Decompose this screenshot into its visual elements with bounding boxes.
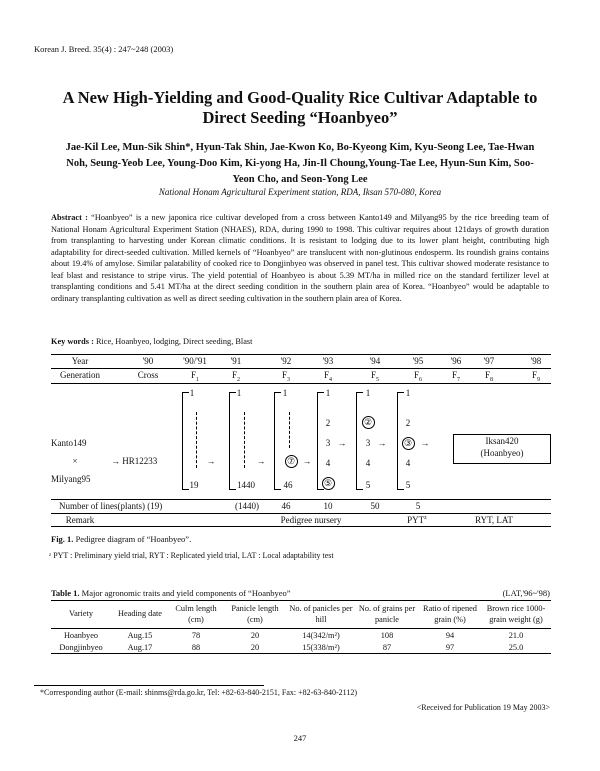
line-number: 1 [405, 388, 411, 398]
line-number: 2 [405, 418, 411, 428]
column-header: No. of panicles per hill [289, 604, 353, 624]
year-cell: '98 [530, 356, 542, 366]
cross-symbol: × [72, 456, 78, 466]
author-list: Jae-Kil Lee, Mun-Sik Shin*, Hyun-Tak Shin, Jae-Kwon Ko, Bo-Kyeong Kim, Kyu-Seong Lee, Tae-Hwan Noh, Seung-Yeob Lee, Young-Doo Kim, Ki-yong Ha, Jin-Il Choung,Young-Tae Lee, Hyun-Sun Kim, Soo-Yeon Cho, and Seon-Yong Lee [65, 142, 535, 185]
line-number: 3 [325, 438, 331, 448]
bracket [229, 392, 236, 490]
column-header: Panicle length (cm) [231, 604, 279, 624]
generation-cell: $F_1$ [190, 370, 199, 383]
pedigree-diagram [51, 354, 551, 526]
arrow: → [206, 456, 216, 466]
table-cell: 15(338/m²) [302, 642, 340, 652]
remark-nursery: Pedigree nursery [280, 515, 342, 525]
year-cell: '90 [142, 356, 154, 366]
page-number: 247 [293, 733, 307, 743]
received-date: <Received for Publication 19 May 2003> [416, 703, 550, 712]
table-cell: 108 [380, 630, 394, 640]
table-cell: 97 [445, 642, 455, 652]
year-cell: '91 [230, 356, 242, 366]
line-number: 4 [325, 458, 331, 468]
selected-line: ⑦ [282, 455, 300, 468]
dash-line [244, 412, 251, 468]
table-cell: 21.0 [508, 630, 524, 640]
corresponding-author-note: *Corresponding author (E-mail: shinms@rda.go.kr, Tel: +82-63-840-2151, Fax: +82-63-840-2112) [40, 688, 358, 697]
generation-cell: $F_3$ [281, 370, 290, 383]
paper-title: A New High-Yielding and Good-Quality Rice Cultivar Adaptable to Direct Seeding “Hoanbyeo” [62, 88, 538, 127]
abstract-text: “Hoanbyeo” is a new japonica rice cultivar developed from a cross between Kanto149 and Milyang95 by the rice breeding team of National Honam Agricultural Experiment Station (NHAES), RDA, during 1990 to 1998. This cultivar requires about 121days of growth duration from transplanting to harvesting under Korean climatic conditions. It is resistant to lodging due to its lower plant height, contributing high adaptability for direct-seeded cultivation. Milled kernels of “Hoanbyeo” are translucent with non-glutinous endosperm. Its roundish grains contains about 19.4% of amylose. Similar palatability of cooked rice to Dongjinbyeo was observed in panel test. This cultivar showed moderate resistance to leaf blast and resistance to stripe virus. The yield potential of Hoanbyeo is about 5.39 MT/ha in milled rice on the standard fertilizer level at transplanting conditions and 5.41 MT/ha at the direct seeding condition in the southern plain area of Korea. “Hoanbyeo” would be adaptable to ordinary transplanting cultivation as well as direct seeding cultivation in the southern plain area of Korea. [51, 213, 549, 303]
lines-value: 50 [370, 501, 380, 511]
table-cell: 88 [191, 642, 201, 652]
table-caption: Table 1. Major agronomic traits and yield components of “Hoanbyeo” [51, 588, 291, 598]
abstract-label: Abstract : [51, 213, 88, 222]
line-number: 2 [325, 418, 331, 428]
line-number: 1 [365, 388, 371, 398]
table-row [51, 641, 551, 654]
final-cultivar-alias: (Hoanbyeo) [480, 448, 524, 458]
keywords-label: Key words : [51, 337, 94, 346]
lines-value: (1440) [235, 501, 259, 511]
affiliation: National Honam Agricultural Experiment station, RDA, Iksan 570-080, Korea [158, 187, 442, 197]
line-number: 5 [365, 480, 371, 490]
rule [51, 383, 551, 384]
arrow: → [302, 456, 312, 466]
line-number: 4 [405, 458, 411, 468]
table-cell: Hoanbyeo [63, 630, 99, 640]
generation-cell: $F_8$ [484, 370, 493, 383]
dash-line [289, 412, 296, 448]
bracket [182, 392, 189, 490]
generation-cell: $F_2$ [231, 370, 240, 383]
keywords [51, 337, 252, 346]
line-number: 5 [405, 480, 411, 490]
year-label: Year [71, 356, 89, 366]
rule-bottom [51, 526, 551, 527]
footnote-rule [34, 685, 264, 686]
column-header: No. of grains per panicle [358, 604, 416, 624]
hr-cross-number: → HR12233 [111, 456, 158, 466]
keywords-text: Rice, Hoanbyeo, lodging, Direct seeding, Blast [95, 337, 253, 346]
selected-line: ③ [400, 437, 416, 450]
line-number: 1440 [237, 480, 255, 490]
figure-note: ᶻ PYT : Preliminary yield trial, RYT : Replicated yield trial, LAT : Local adaptability test [49, 551, 334, 560]
line-number: 3 [365, 438, 371, 448]
year-cell: '92 [280, 356, 292, 366]
table-header-row [51, 601, 551, 629]
generation-cell: $F_5$ [370, 370, 379, 383]
lines-label: Number of lines(plants) (19) [59, 501, 163, 511]
remark-pyt: PYT$^z$ [407, 515, 427, 525]
generation-cell: $F_9$ [531, 370, 540, 383]
generation-cell: $F_7$ [451, 370, 460, 383]
table-range: (LAT,'96~'98) [502, 588, 550, 598]
arrow: → [377, 438, 387, 448]
rule-top [51, 354, 551, 355]
final-cultivar-box [453, 434, 551, 464]
line-number: 1 [189, 388, 195, 398]
column-header: Variety [69, 609, 93, 619]
arrow: → [337, 438, 347, 448]
generation-cell: $F_4$ [323, 370, 332, 383]
table-cell: 94 [445, 630, 455, 640]
table-cell: 78 [191, 630, 201, 640]
column-header: Brown rice 1000-grain weight (g) [486, 604, 546, 624]
selected-line: ② [360, 416, 376, 429]
column-header: Ratio of ripened grain (%) [423, 604, 477, 624]
line-number: 19 [189, 480, 199, 490]
generation-cell: $F_6$ [413, 370, 422, 383]
table-cell: 20 [250, 630, 260, 640]
table-cell: Dongjinbyeo [59, 642, 103, 652]
column-header: Culm length (cm) [175, 604, 217, 624]
table-cell: 25.0 [508, 642, 524, 652]
arrow: → [420, 438, 430, 448]
line-number: 1 [236, 388, 242, 398]
table-cell: Aug.15 [127, 630, 153, 640]
table-cell: 87 [382, 642, 392, 652]
lines-value: 5 [415, 501, 421, 511]
lines-value: 10 [323, 501, 333, 511]
abstract [51, 212, 549, 304]
year-cell: '93 [322, 356, 334, 366]
rule [51, 499, 551, 500]
figure-caption: Fig. 1. Pedigree diagram of “Hoanbyeo”. [51, 534, 192, 544]
remark-ryt: RYT, LAT [475, 515, 513, 525]
table-row [51, 629, 551, 642]
column-header: Heading date [117, 609, 162, 619]
parent-kanto149: Kanto149 [51, 438, 87, 448]
year-cell: '95 [412, 356, 424, 366]
lines-value: 46 [281, 501, 291, 511]
line-number: 1 [282, 388, 288, 398]
bracket [274, 392, 281, 490]
table-cell: Aug.17 [127, 642, 153, 652]
arrow: → [256, 456, 266, 466]
final-cultivar-name: Iksan420 [485, 436, 519, 446]
year-cell: '90/'91 [183, 356, 207, 366]
rule [51, 513, 551, 514]
parent-milyang95: Milyang95 [51, 474, 91, 484]
table-cell: 14(342/m²) [302, 630, 340, 640]
agronomic-traits-table [51, 600, 551, 654]
line-number: 46 [283, 480, 293, 490]
year-cell: '94 [369, 356, 381, 366]
rule [51, 368, 551, 369]
year-cell: '97 [483, 356, 495, 366]
line-number: 1 [325, 388, 331, 398]
remark-label: Remark [65, 515, 95, 525]
selected-line: ⑤ [321, 477, 335, 490]
generation-label: Generation [60, 370, 100, 380]
line-number: 4 [365, 458, 371, 468]
year-cell: '96 [450, 356, 462, 366]
journal-citation: Korean J. Breed. 35(4) : 247~248 (2003) [34, 44, 174, 54]
table-cell: 20 [250, 642, 260, 652]
generation-cell: Cross [137, 370, 159, 380]
